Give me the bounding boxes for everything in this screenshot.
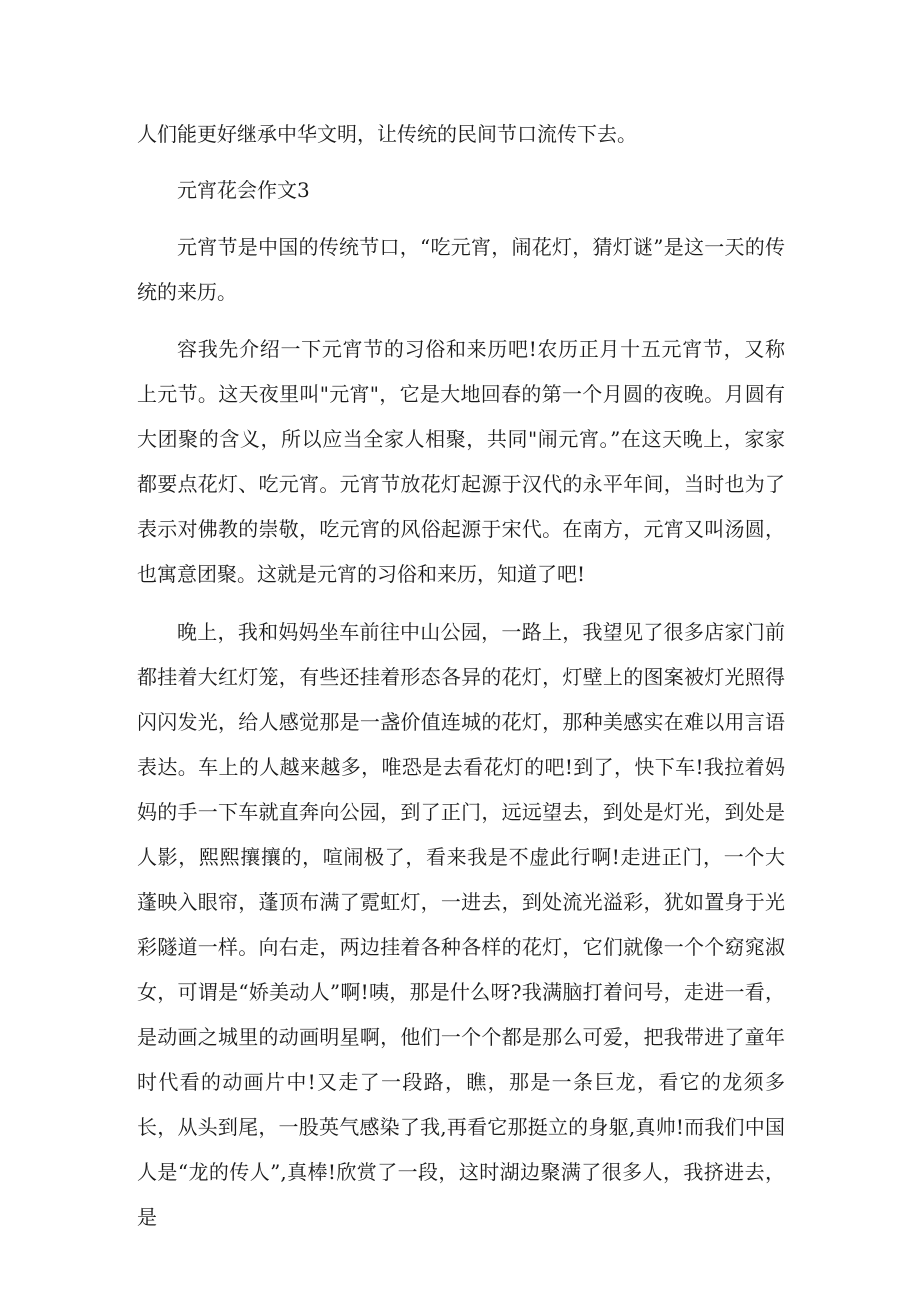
paragraph-customs: 容我先介绍一下元宵节的习俗和来历吧!农历正月十五元宵节，又称上元节。这天夜里叫"元宵"，它是大地回春的第一个月圆的夜晚。月圆有大团聚的含义，所以应当全家人相聚，共同"闹元宵。”在这天晚上，家家都要点花灯、吃元宵。元宵节放花灯起源于汉代的永平年间，当时也为了表示对佛教的崇敬，吃元宵的风俗起源于宋代。在南方，元宵又叫汤圆，也寓意团聚。这就是元宵的习俗和来历，知道了吧!: [137, 337, 785, 586]
paragraph-intro: 元宵节是中国的传统节口，“吃元宵，闹花灯，猜灯谜”是这一天的传统的来历。: [137, 235, 785, 304]
paragraph-evening: 晚上，我和妈妈坐车前往中山公园，一路上，我望见了很多店家门前都挂着大红灯笼，有些还挂着形态各异的花灯，灯壁上的图案被灯光照得闪闪发光，给人感觉那是一盏价值连城的花灯，那种美感实在难以用言语表达。车上的人越来越多，唯恐是去看花灯的吧!到了，快下车!我拉着妈妈的手一下车就直奔向公园，到了正门，远远望去，到处是灯光，到处是人影，熙熙攘攘的，喧闹极了，看来我是不虚此行啊!走进正门，一个大蓬映入眼帘，蓬顶布满了霓虹灯，一进去，到处流光溢彩，犹如置身于光彩隧道一样。向右走，两边挂着各种各样的花灯，它们就像一个个窈窕淑女，可谓是“娇美动人”啊!咦，那是什么呀?我满脑打着问号，走进一看，是动画之城里的动画明星啊，他们一个个都是那么可爱，把我带进了童年时代看的动画片中!又走了一段路，瞧，那是一条巨龙，看它的龙须多长，从头到尾，一股英气感染了我,再看它那挺立的身躯,真帅!而我们中国人是“龙的传人”,真棒!欣赏了一段，这时湖边聚满了很多人，我挤进去，是: [137, 620, 785, 1229]
section-title: 元宵花会作文3: [177, 178, 310, 202]
document-body: [137, 112, 785, 1240]
paragraph-continuation: 人们能更好继承中华文明，让传统的民间节口流传下去。: [137, 122, 637, 146]
